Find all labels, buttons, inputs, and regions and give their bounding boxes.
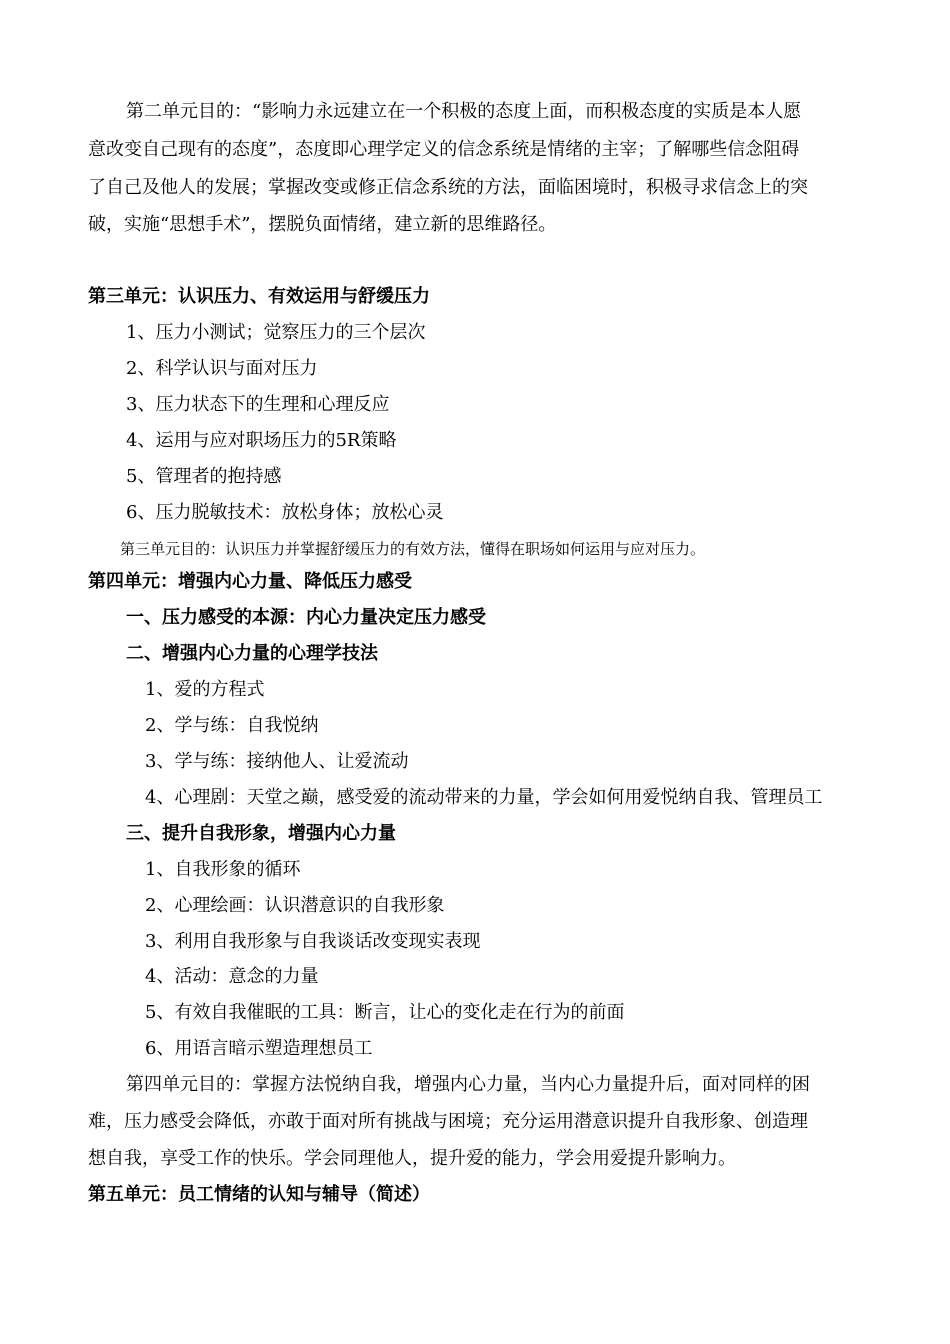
unit4-section-title: 二、增强内心力量的心理学技法: [126, 643, 378, 664]
unit2-objective-line-2: 意改变自己现有的态度”，态度即心理学定义的信念系统是情绪的主宰；了解哪些信念阻碍: [88, 139, 800, 160]
unit4-objective-line-2: 难，压力感受会降低，亦敢于面对所有挑战与困境；充分运用潜意识提升自我形象、创造理: [88, 1111, 808, 1132]
unit4-section-title: 三、提升自我形象，增强内心力量: [126, 823, 396, 844]
unit3-objective: 第三单元目的：认识压力并掌握舒缓压力的有效方法，懂得在职场如何运用与应对压力。: [120, 540, 706, 558]
unit4-item: 5、有效自我催眠的工具：断言，让心的变化走在行为的前面: [145, 1002, 625, 1023]
unit3-item: 2、科学认识与面对压力: [126, 358, 318, 379]
unit4-item: 1、自我形象的循环: [145, 859, 301, 880]
unit2-objective-line-4: 破，实施“思想手术”，摆脱负面情绪，建立新的思维路径。: [88, 214, 557, 235]
unit4-item: 2、心理绘画：认识潜意识的自我形象: [145, 895, 445, 916]
unit4-section-title: 一、压力感受的本源：内心力量决定压力感受: [126, 607, 486, 628]
unit3-item: 3、压力状态下的生理和心理反应: [126, 394, 390, 415]
unit4-item: 1、爱的方程式: [145, 679, 265, 700]
unit4-item: 3、利用自我形象与自我谈话改变现实表现: [145, 931, 481, 952]
unit4-item: 6、用语言暗示塑造理想员工: [145, 1038, 373, 1059]
unit4-item: 3、学与练：接纳他人、让爱流动: [145, 751, 409, 772]
unit3-item: 4、运用与应对职场压力的5R策略: [126, 430, 397, 451]
unit4-heading: 第四单元：增强内心力量、降低压力感受: [88, 571, 412, 592]
unit2-objective-line-3: 了自己及他人的发展；掌握改变或修正信念系统的方法，面临困境时，积极寻求信念上的突: [88, 177, 808, 198]
unit5-heading: 第五单元：员工情绪的认知与辅导（简述）: [88, 1184, 430, 1205]
unit4-objective-line-1: 第四单元目的：掌握方法悦纳自我，增强内心力量，当内心力量提升后，面对同样的困: [126, 1074, 810, 1095]
unit4-item: 2、学与练：自我悦纳: [145, 715, 319, 736]
unit4-item: 4、心理剧：天堂之巅，感受爱的流动带来的力量，学会如何用爱悦纳自我、管理员工: [145, 787, 823, 808]
unit3-item: 6、压力脱敏技术：放松身体；放松心灵: [126, 502, 444, 523]
unit4-item: 4、活动：意念的力量: [145, 966, 319, 987]
unit3-item: 5、管理者的抱持感: [126, 466, 282, 487]
unit3-item: 1、压力小测试；觉察压力的三个层次: [126, 322, 426, 343]
unit4-objective-line-3: 想自我，享受工作的快乐。学会同理他人，提升爱的能力，学会用爱提升影响力。: [88, 1148, 736, 1169]
unit3-heading: 第三单元：认识压力、有效运用与舒缓压力: [88, 286, 430, 307]
unit2-objective-line-1: 第二单元目的：“影响力永远建立在一个积极的态度上面，而积极态度的实质是本人愿: [126, 101, 802, 122]
